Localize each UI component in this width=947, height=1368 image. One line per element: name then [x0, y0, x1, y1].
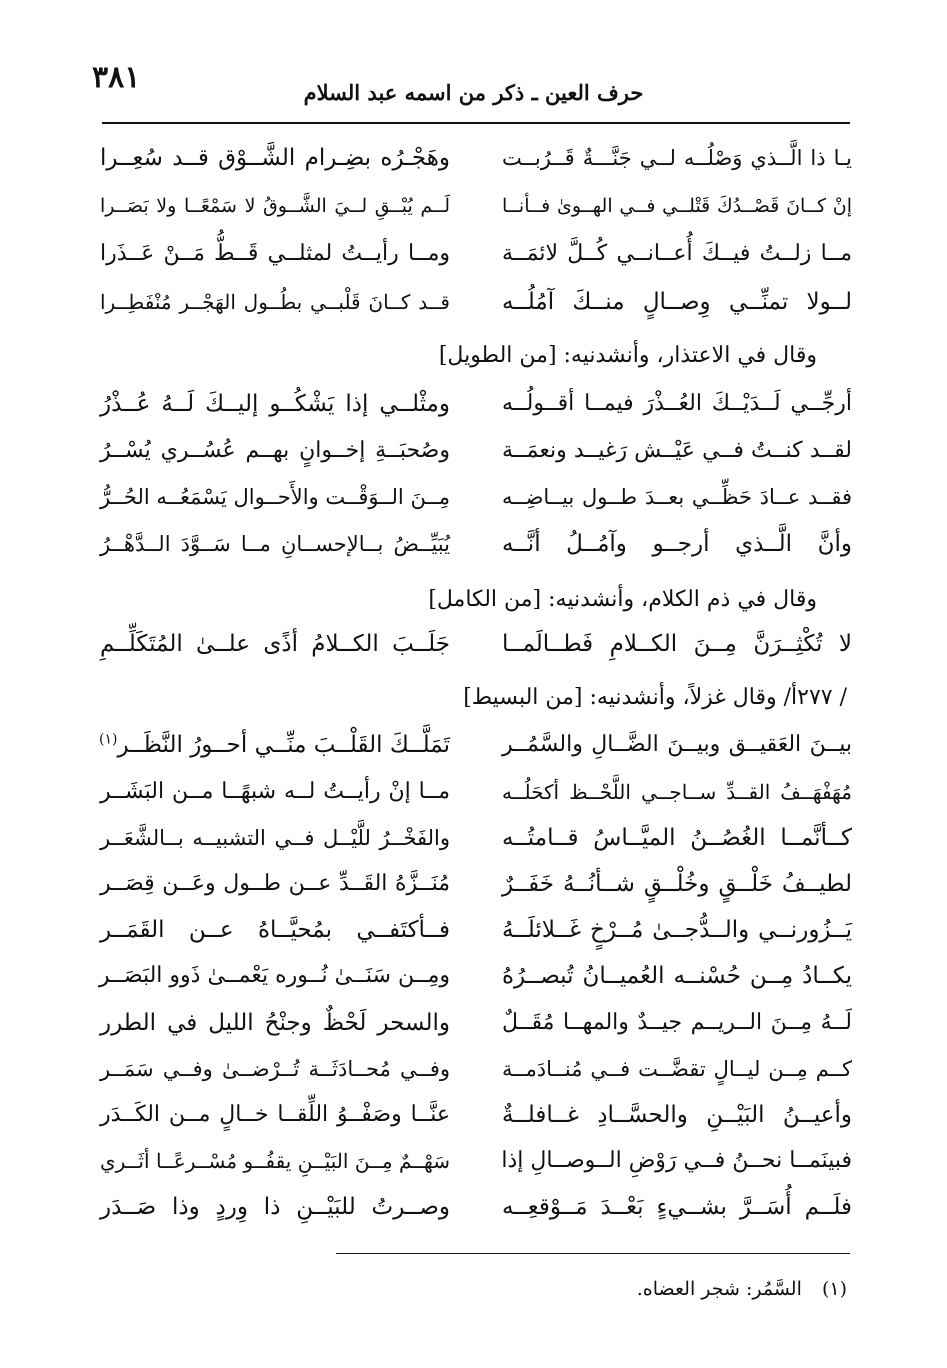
verse-line — [100, 138, 852, 178]
page-number: ٣٨١ — [92, 60, 141, 95]
footnote-divider — [336, 1253, 850, 1254]
first-hemistich: لطيــفُ خَلْــقٍ وخُلْــقٍ شــأنُــهُ خَفَــرٌ — [502, 871, 852, 897]
poem-introduction: / ٢٧٧أ/ وقال غزلاً، وأنشدنيه: [من البسيط] — [463, 685, 847, 710]
second-hemistich: مُنَــزَّهُ القَــدِّ عــن طــول وعَــن قِصَــر — [100, 871, 450, 896]
first-hemistich: لَــهُ مِــنَ الــريــم جيــدٌ والمهــا مُقَــلٌ — [502, 1010, 852, 1035]
verse-line — [100, 1187, 852, 1227]
verse-line — [100, 772, 852, 812]
verse-line — [100, 282, 852, 322]
second-hemistich: سَهْــمٌ مِــنَ البَيْــنِ يقفُــو مُسْــرعًــا أثَــري — [100, 1149, 450, 1173]
verse-line — [100, 1095, 852, 1135]
second-hemistich: جَلَــبَ الكــلامُ أذًى علــىٰ المُتَكَلِّــمِ — [100, 631, 450, 657]
second-hemistich: وهَجْـرُه بضِـرام الشَّــوْق قــد سُعِــرا — [100, 145, 450, 171]
footnote — [637, 1274, 847, 1304]
verse-line — [100, 431, 852, 471]
second-hemistich: ومِــن سَنَــىٰ نُــوره يَعْمــىٰ ذَوو البَصَــر — [98, 963, 450, 988]
footnote-marker: (١) — [99, 731, 118, 748]
verse-line — [100, 186, 852, 226]
verse-text: تَمَلَّــكَ القَلْــبَ منِّــي أحــورُ النَّظَــر — [117, 732, 450, 758]
second-hemistich: وصــرتُ للبَيْــنِ ذا وِردٍ وذا صَــدَر — [100, 1194, 450, 1220]
verse-line — [100, 910, 852, 950]
first-hemistich: فبينَمــا نحــنُ فــي رَوْضِ الــوصــالِ إذا — [501, 1148, 852, 1173]
first-hemistich: لقــد كنــتُ فــي عَيْــش رَغيــد ونعمَــة — [502, 438, 852, 463]
verse-line — [100, 1049, 852, 1089]
verse-line — [100, 864, 852, 904]
second-hemistich: وصُحبَــةِ إخــوانٍ بهــم عُسُــري يُسْــرُ — [100, 438, 450, 463]
first-hemistich: مــا زلــتُ فيــكَ أُعــانــي كُــلَّ لائمَــة — [502, 241, 852, 266]
first-hemistich: يَــزُورنــي والــدُّجــىٰ مُــرْخٍ غَــلائلَــهُ — [502, 917, 852, 943]
first-hemistich: يـا ذا الَّــذي وَصْلُــه لــي جَنَّـــةٌ قَــرُبــت — [502, 146, 852, 170]
verse-line — [100, 956, 852, 996]
verse-line — [100, 524, 852, 564]
first-hemistich: وأنَّ الَّــذي أرجــو وآمُــلُ أنَّــه — [502, 531, 852, 557]
verse-line — [100, 624, 852, 664]
footnote-text: السَّمُر: شجر العضاه. — [636, 1278, 802, 1300]
verse-line — [100, 818, 852, 858]
verse-line — [100, 1003, 852, 1043]
second-hemistich: والفَخْــرُ للَّيْــل فــي التشبيــه بــالشَّعَــر — [100, 826, 450, 850]
second-hemistich: فــأكتَفــي بمُحيَّــاهُ عــن القَمَــر — [100, 917, 450, 943]
verse-line — [100, 384, 852, 424]
second-hemistich: والسحر لَحْظٌ وجنْحُ الليل في الطرر — [100, 1010, 450, 1036]
first-hemistich: فلَــم أُسَــرَّ بشــيءٍ بَعْــدَ مَــوْقعِــه — [502, 1194, 852, 1220]
first-hemistich: إنْ كــانَ قَصْــدُكَ قَتْلــي فــي الهــوىٰ فــأنــا — [502, 195, 852, 217]
verse-line — [100, 477, 852, 517]
first-hemistich: بيــنَ العَقيــق وبيــنَ الضَّــالِ والسَّمُــر — [502, 732, 852, 757]
second-hemistich: مــا إنْ رأيــتُ لــه شبهًــا مــن البَشَــر — [100, 779, 450, 804]
verse-line — [100, 725, 852, 765]
first-hemistich: مُهَفْهَــفُ القــدِّ ســاجــي اللَّحْــظ أكحَلُــه — [502, 780, 852, 804]
first-hemistich: فقــد عــادَ حَظِّــي بعــدَ طــول بيــاضِــه — [502, 485, 852, 509]
second-hemistich: قــد كــانَ قَلْبــي بطُــول الهَجْــر مُنْفَطِــرا — [100, 290, 450, 314]
verse-line — [100, 1141, 852, 1181]
first-hemistich: كــم مِــن ليــالٍ تقضَّــت فــي مُنــادَمــة — [502, 1057, 852, 1081]
header-divider — [102, 122, 850, 124]
second-hemistich — [100, 725, 450, 765]
running-head: حرف العين ـ ذكر من اسمه عبد السلام — [303, 80, 644, 105]
first-hemistich: لــولا تمنِّــي وِصــالٍ منــكَ آمُلُــه — [502, 289, 852, 315]
first-hemistich: يكــادُ مِــن حُسْنــه العُميــانُ تُبصــرُهُ — [502, 963, 852, 989]
first-hemistich: لا تُكْثِــرَنَّ مِــنَ الكــلامِ فَطــالَمــا — [502, 631, 852, 657]
second-hemistich: لَــم يُبْــقِ لــيَ الشَّــوقُ لا سَمْعًــا ولا بَصَــرا — [100, 195, 450, 217]
second-hemistich: يُبَيِّــضُ بــالإحســانِ مــا سَــوَّدَ الــدَّهْــرُ — [100, 532, 450, 556]
poem-introduction: وقال في ذم الكلام، وأنشدنيه: [من الكامل] — [428, 587, 817, 612]
verse-line — [100, 234, 852, 274]
second-hemistich: عنَّــا وصَفْــوُ اللِّقــا خــالٍ مــن الكَــدَر — [100, 1102, 450, 1127]
first-hemistich: أرجِّــي لَــدَيْــكَ العُــذْرَ فيمــا أقــولُــه — [502, 391, 852, 416]
poem-introduction: وقال في الاعتذار، وأنشدنيه: [من الطويل] — [438, 343, 817, 368]
second-hemistich: وفــي مُحــادَثَــة تُــرْضــىٰ وفــي سَمَــر — [100, 1057, 450, 1081]
first-hemistich: كــأنَّمــا الغُصُــنُ الميَّــاسُ قــامتُــه — [502, 825, 852, 851]
second-hemistich: مِــنَ الــوَقْــت والأَحــوال يَسْمَعُــه الحُــرُّ — [100, 485, 450, 509]
second-hemistich: ومــا رأيــتُ لمثلــي قَــطُّ مَــنْ عَــذَرا — [100, 241, 450, 266]
first-hemistich: وأعيــنُ البَيْــنِ والحسَّــادِ غــافلــةٌ — [502, 1102, 852, 1128]
second-hemistich: ومثْلــي إذا يَشْكُــو إليــكَ لَــهُ عُــذْرُ — [100, 391, 450, 417]
footnote-number: (١) — [821, 1278, 847, 1300]
